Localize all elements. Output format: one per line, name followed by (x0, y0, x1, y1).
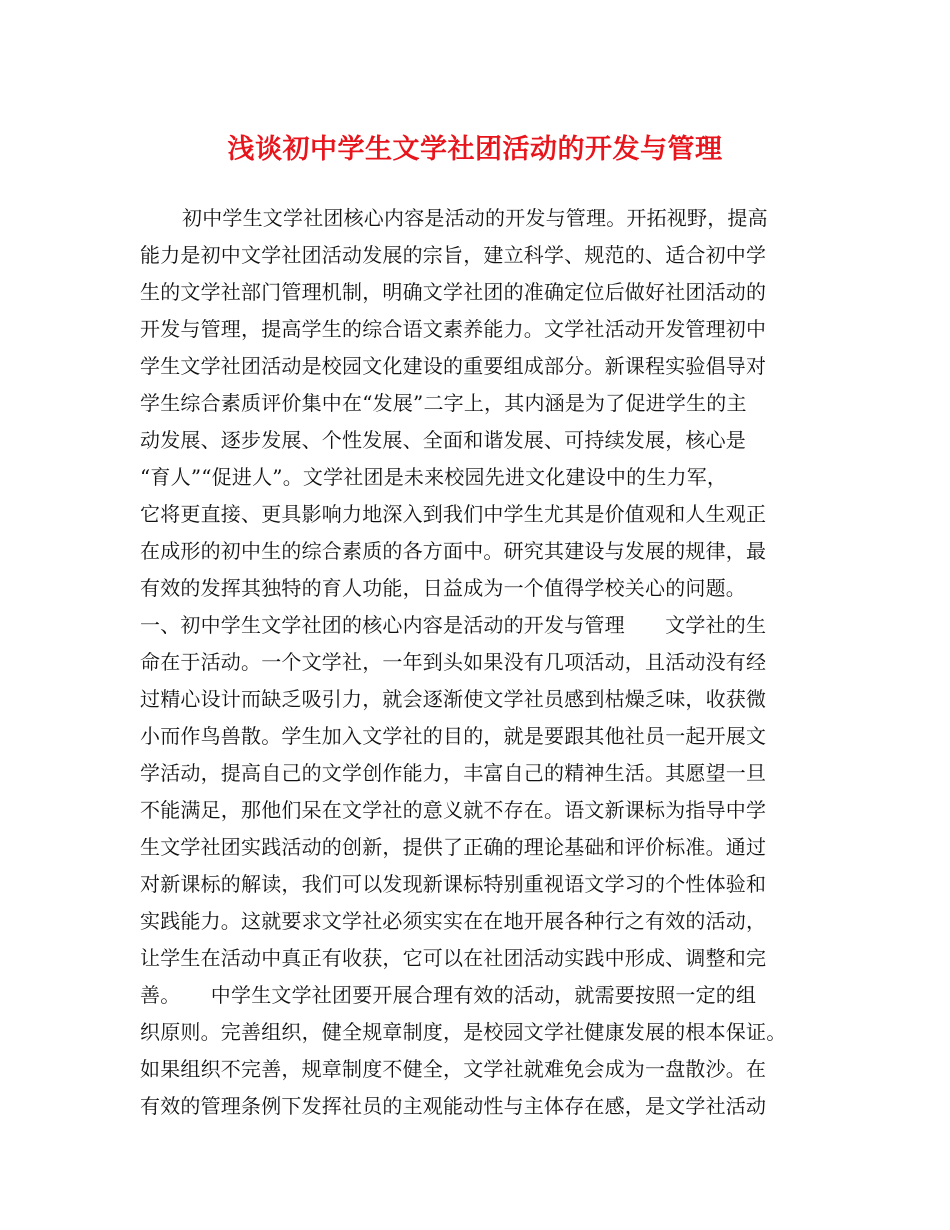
body-line-17: 不能满足，那他们呆在文学社的意义就不存在。语文新课标为指导中学 (140, 798, 767, 822)
body-line-2: 能力是初中文学社团活动发展的宗旨，建立科学、规范的、适合初中学 (140, 243, 767, 267)
body-line-10: 在成形的初中生的综合素质的各方面中。研究其建设与发展的规律，最 (140, 539, 767, 563)
body-line-9: 它将更直接、更具影响力地深入到我们中学生尤其是价值观和人生观正 (140, 502, 767, 526)
body-line-24: 如果组织不完善，规章制度不健全，文学社就难免会成为一盘散沙。在 (140, 1057, 767, 1081)
body-line-14: 过精心设计而缺乏吸引力，就会逐渐使文学社员感到枯燥乏味，收获微 (140, 687, 767, 711)
body-line-20: 实践能力。这就要求文学社必须实实在在地开展各种行之有效的活动， (140, 909, 767, 933)
body-line-1: 初中学生文学社团核心内容是活动的开发与管理。开拓视野，提高 (182, 206, 768, 230)
body-line-13: 命在于活动。一个文学社，一年到头如果没有几项活动，且活动没有经 (140, 650, 767, 674)
body-line-6: 学生综合素质评价集中在“发展”二字上，其内涵是为了促进学生的主 (140, 391, 747, 415)
body-line-11: 有效的发挥其独特的育人功能，日益成为一个值得学校关心的问题。 (140, 576, 746, 600)
body-line-12: 一、初中学生文学社团的核心内容是活动的开发与管理 文学社的生 (140, 613, 767, 637)
body-line-25: 有效的管理条例下发挥社员的主观能动性与主体存在感，是文学社活动 (140, 1094, 767, 1118)
body-line-3: 生的文学社部门管理机制，明确文学社团的准确定位后做好社团活动的 (140, 280, 767, 304)
body-line-18: 生文学社团实践活动的创新，提供了正确的理论基础和评价标准。通过 (140, 835, 767, 859)
body-line-15: 小而作鸟兽散。学生加入文学社的目的，就是要跟其他社员一起开展文 (140, 724, 767, 748)
body-line-22: 善。 中学生文学社团要开展合理有效的活动，就需要按照一定的组 (140, 983, 757, 1007)
body-line-19: 对新课标的解读，我们可以发现新课标特别重视语文学习的个性体验和 (140, 872, 767, 896)
body-line-8: “育人”“促进人”。文学社团是未来校园先进文化建设中的生力军， (140, 465, 728, 489)
body-line-5: 学生文学社团活动是校园文化建设的重要组成部分。新课程实验倡导对 (140, 354, 767, 378)
body-line-4: 开发与管理，提高学生的综合语文素养能力。文学社活动开发管理初中 (140, 317, 767, 341)
body-line-7: 动发展、逐步发展、个性发展、全面和谐发展、可持续发展，核心是 (140, 428, 746, 452)
body-line-23: 织原则。完善组织，健全规章制度，是校园文学社健康发展的根本保证。 (140, 1020, 787, 1044)
body-line-21: 让学生在活动中真正有收获，它可以在社团活动实践中形成、调整和完 (140, 946, 767, 970)
body-line-16: 学活动，提高自己的文学创作能力，丰富自己的精神生活。其愿望一旦 (140, 761, 767, 785)
document-title: 浅谈初中学生文学社团活动的开发与管理 (227, 134, 723, 165)
